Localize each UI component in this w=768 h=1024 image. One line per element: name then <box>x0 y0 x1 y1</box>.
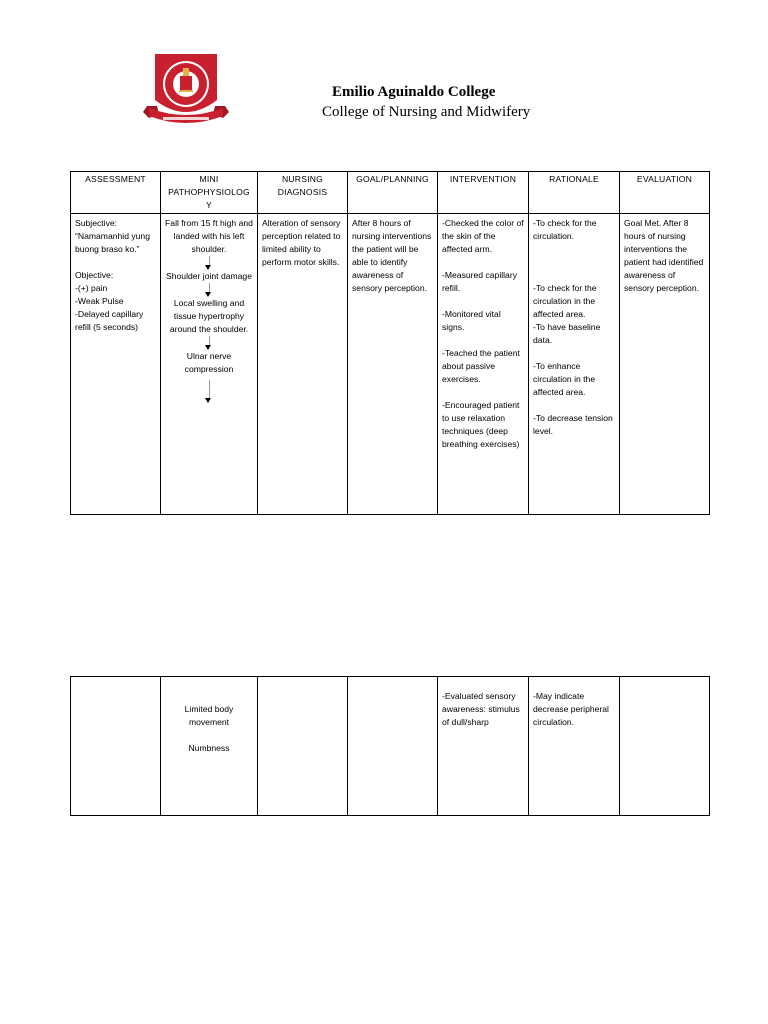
table-row <box>71 677 710 816</box>
nursing-care-plan-table <box>70 171 710 515</box>
column-header-diagnosis: NURSING DIAGNOSIS <box>258 172 348 214</box>
college-logo <box>143 52 229 130</box>
objective-item: -(+) pain <box>75 283 108 293</box>
column-header-goal: GOAL/PLANNING <box>348 172 438 214</box>
subjective-label: Subjective: <box>75 218 118 228</box>
intervention-item: -Monitored vital signs. <box>442 309 501 332</box>
intervention-cell <box>438 677 529 816</box>
evaluation-cell <box>620 214 710 515</box>
patho-step: Numbness <box>188 743 230 753</box>
diagnosis-cell <box>258 677 348 816</box>
patho-step: Fall from 15 ft high and landed with his left shoulder. <box>165 218 253 254</box>
diagnosis-text: Alteration of sensory perception related to limited ability to perform motor skills. <box>262 218 341 267</box>
column-header-assessment: ASSESSMENT <box>71 172 161 214</box>
column-header-pathophysiology: MINI PATHOPHYSIOLOG Y <box>161 172 258 214</box>
goal-cell <box>348 214 438 515</box>
rationale-item: -To decrease tension level. <box>533 413 613 436</box>
rationale-item: -May indicate decrease peripheral circulation. <box>533 691 609 727</box>
intervention-item: -Measured capillary refill. <box>442 270 517 293</box>
intervention-item: -Teached the patient about passive exercises. <box>442 348 520 384</box>
rationale-item: -To enhance circulation in the affected area. <box>533 361 596 397</box>
patho-step: Local swelling and tissue hypertrophy around the shoulder. <box>169 298 249 334</box>
patho-step: Ulnar nerve compression <box>184 351 234 374</box>
objective-label: Objective: <box>75 270 114 280</box>
intervention-item: -Checked the color of the skin of the affected arm. <box>442 218 524 254</box>
college-department: College of Nursing and Midwifery <box>322 104 531 120</box>
arrow-down-icon <box>208 283 210 297</box>
column-header-intervention: INTERVENTION <box>438 172 529 214</box>
nursing-care-plan-continuation-table <box>70 676 710 816</box>
assessment-cell <box>71 677 161 816</box>
column-header-rationale: RATIONALE <box>529 172 620 214</box>
pathophysiology-cell <box>161 677 258 816</box>
arrow-down-icon <box>208 336 210 350</box>
goal-cell <box>348 677 438 816</box>
patho-step: Limited body movement <box>184 704 234 727</box>
arrow-down-icon <box>208 256 210 270</box>
diagnosis-cell <box>258 214 348 515</box>
rationale-item: -To check for the circulation. <box>533 218 597 241</box>
subjective-text: “Namamanhid yung buong braso ko.” <box>75 231 150 254</box>
evaluation-cell <box>620 677 710 816</box>
objective-item: -Weak Pulse <box>75 296 124 306</box>
rationale-item: -To check for the circulation in the affected area. <box>533 283 597 319</box>
evaluation-text: Goal Met. After 8 hours of nursing interventions the patient had identified awareness of sensory perception. <box>624 218 704 293</box>
assessment-cell <box>71 214 161 515</box>
pathophysiology-cell <box>161 214 258 515</box>
intervention-item: -Encouraged patient to use relaxation techniques (deep breathing exercises) <box>442 400 520 449</box>
rationale-item: -To have baseline data. <box>533 322 601 345</box>
column-header-evaluation: EVALUATION <box>620 172 710 214</box>
college-name: Emilio Aguinaldo College <box>332 84 496 100</box>
intervention-cell <box>438 214 529 515</box>
goal-text: After 8 hours of nursing interventions the patient will be able to identify awareness of sensory perception. <box>352 218 432 293</box>
table-row <box>71 214 710 515</box>
arrow-down-icon <box>208 380 210 403</box>
rationale-cell <box>529 214 620 515</box>
objective-item: -Delayed capillary refill (5 seconds) <box>75 309 144 332</box>
patho-step: Shoulder joint damage <box>166 271 252 281</box>
intervention-item: -Evaluated sensory awareness: stimulus of dull/sharp <box>442 691 520 727</box>
rationale-cell <box>529 677 620 816</box>
table-header-row <box>71 172 710 214</box>
